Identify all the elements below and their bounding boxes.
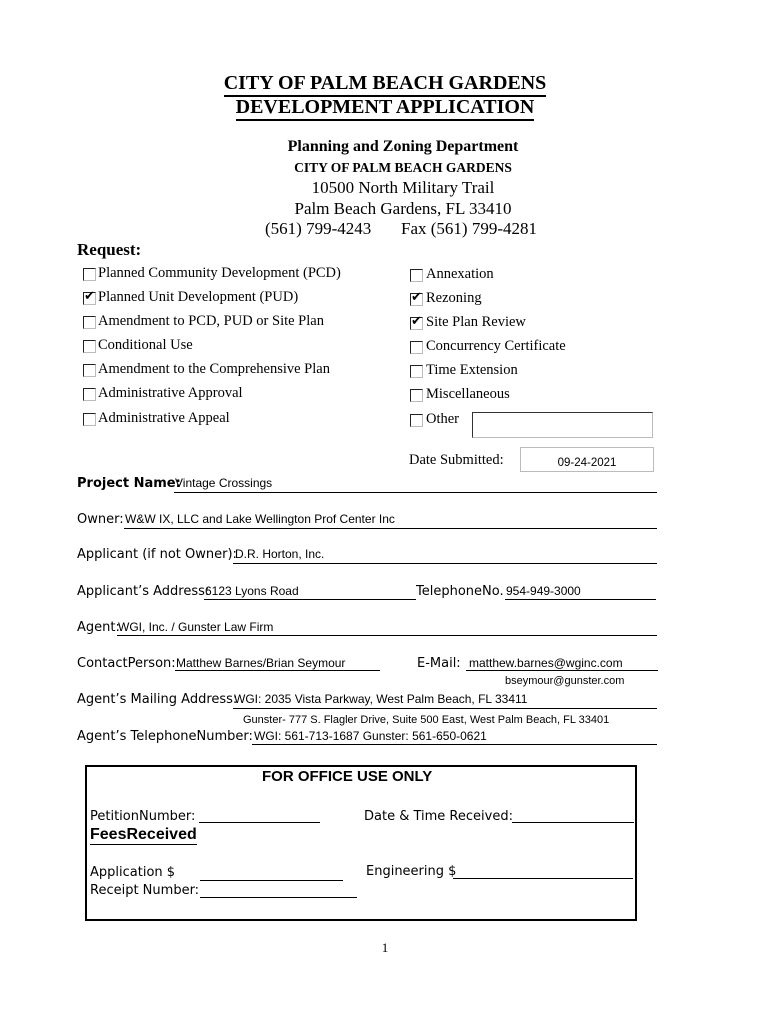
mailing-address-label: Agent’s Mailing Address: [77,692,238,707]
application-fee-label: Application $ [90,865,176,880]
office-use-box [85,765,637,921]
engineering-fee-label: Engineering $ [366,864,457,879]
checkbox-label: Administrative Approval [98,385,243,401]
department-name: Planning and Zoning Department [287,138,519,155]
email-value-1[interactable]: matthew.barnes@wginc.com [469,656,623,670]
engineering-fee-field[interactable] [453,878,633,879]
checkbox[interactable] [410,269,423,282]
checkbox-label: Time Extension [426,362,518,378]
telephone-underline [505,599,656,600]
email-value-2[interactable]: bseymour@gunster.com [505,675,625,687]
date-submitted-input[interactable]: 09-24-2021 [520,447,654,472]
city-name: CITY OF PALM BEACH GARDENS [294,160,512,175]
checkmark-icon: ✔ [411,290,422,305]
agent-label: Agent: [77,620,120,635]
checkbox-label: Conditional Use [98,337,193,353]
applicant-label: Applicant (if not Owner): [77,547,237,562]
owner-label: Owner: [77,512,124,527]
mailing-address-underline [233,708,657,709]
email-underline [466,670,658,671]
petition-number-field[interactable] [199,822,320,823]
request-heading: Request: [77,240,142,259]
checkbox[interactable] [410,341,423,354]
date-submitted-label: Date Submitted: [409,452,504,468]
mailing-address-value-2[interactable]: Gunster- 777 S. Flagler Drive, Suite 500 East, West Palm Beach, FL 33401 [243,714,610,726]
checkbox[interactable] [410,365,423,378]
checkbox[interactable] [83,388,96,401]
checkbox[interactable] [83,289,96,305]
checkbox-label: Planned Community Development (PCD) [98,265,341,281]
checkbox-label: Administrative Appeal [98,410,230,426]
applicant-address-label: Applicant’s Address: [77,584,210,599]
applicant-address-underline [204,599,416,600]
checkbox[interactable] [83,413,96,426]
checkbox[interactable] [410,314,423,330]
contact-person-value[interactable]: Matthew Barnes/Brian Seymour [176,656,346,670]
street-address: 10500 North Military Trail [311,178,495,197]
agent-telephone-value[interactable]: WGI: 561-713-1687 Gunster: 561-650-0621 [254,729,487,743]
contact-person-underline [175,670,380,671]
checkbox-label: Planned Unit Development (PUD) [98,289,299,305]
receipt-number-label: Receipt Number: [90,883,200,898]
mailing-address-value-1[interactable]: WGI: 2035 Vista Parkway, West Palm Beach, FL 33411 [234,692,528,706]
checkbox-label: Miscellaneous [426,386,510,402]
title-line-2: DEVELOPMENT APPLICATION [0,96,770,119]
city-state-zip: Palm Beach Gardens, FL 33410 [294,199,512,218]
agent-underline [117,635,657,636]
owner-underline [124,528,657,529]
office-use-heading: FOR OFFICE USE ONLY [262,768,433,785]
checkbox-label: Rezoning [426,290,482,306]
telephone-label: TelephoneNo. [416,584,504,599]
checkbox[interactable] [83,340,96,353]
checkbox[interactable] [410,414,423,427]
checkmark-icon: ✔ [84,289,95,304]
contact-person-label: ContactPerson: [77,656,176,671]
checkbox-label: Amendment to PCD, PUD or Site Plan [98,313,324,329]
checkbox-label: Amendment to the Comprehensive Plan [98,361,330,377]
agent-value[interactable]: WGI, Inc. / Gunster Law Firm [118,620,274,634]
checkbox-label: Annexation [426,266,494,282]
agent-telephone-underline [252,744,657,745]
petition-number-label: PetitionNumber: [90,809,196,824]
checkbox[interactable] [83,268,96,281]
agent-telephone-label: Agent’s TelephoneNumber: [77,729,253,744]
date-time-received-label: Date & Time Received: [364,809,513,824]
applicant-address-value[interactable]: 6123 Lyons Road [205,584,299,598]
checkbox-label: Other [426,411,460,427]
owner-value[interactable]: W&W IX, LLC and Lake Wellington Prof Center Inc [125,512,395,526]
title-line-1: CITY OF PALM BEACH GARDENS [0,72,770,95]
email-label: E-Mail: [417,656,461,671]
checkbox-label: Concurrency Certificate [426,338,566,354]
checkbox[interactable] [410,389,423,402]
telephone-value[interactable]: 954-949-3000 [506,584,581,598]
project-name-underline [174,492,657,493]
fax-number: Fax (561) 799-4281 [401,219,537,238]
project-name-label: Project Name: [77,476,181,491]
applicant-value[interactable]: D.R. Horton, Inc. [235,547,325,561]
project-name-value[interactable]: Vintage Crossings [175,476,273,490]
phone-number: (561) 799-4243 [265,219,372,238]
receipt-number-field[interactable] [200,897,357,898]
date-time-received-field[interactable] [512,822,634,823]
checkbox[interactable] [83,316,96,329]
checkbox[interactable] [410,290,423,306]
applicant-underline [233,563,657,564]
checkbox-label: Site Plan Review [426,314,526,330]
checkbox[interactable] [83,364,96,377]
page-number: 1 [381,940,389,955]
checkmark-icon: ✔ [411,314,422,329]
application-fee-field[interactable] [200,880,343,881]
fees-received-heading: FeesReceived [90,826,197,843]
other-input[interactable] [472,412,653,438]
